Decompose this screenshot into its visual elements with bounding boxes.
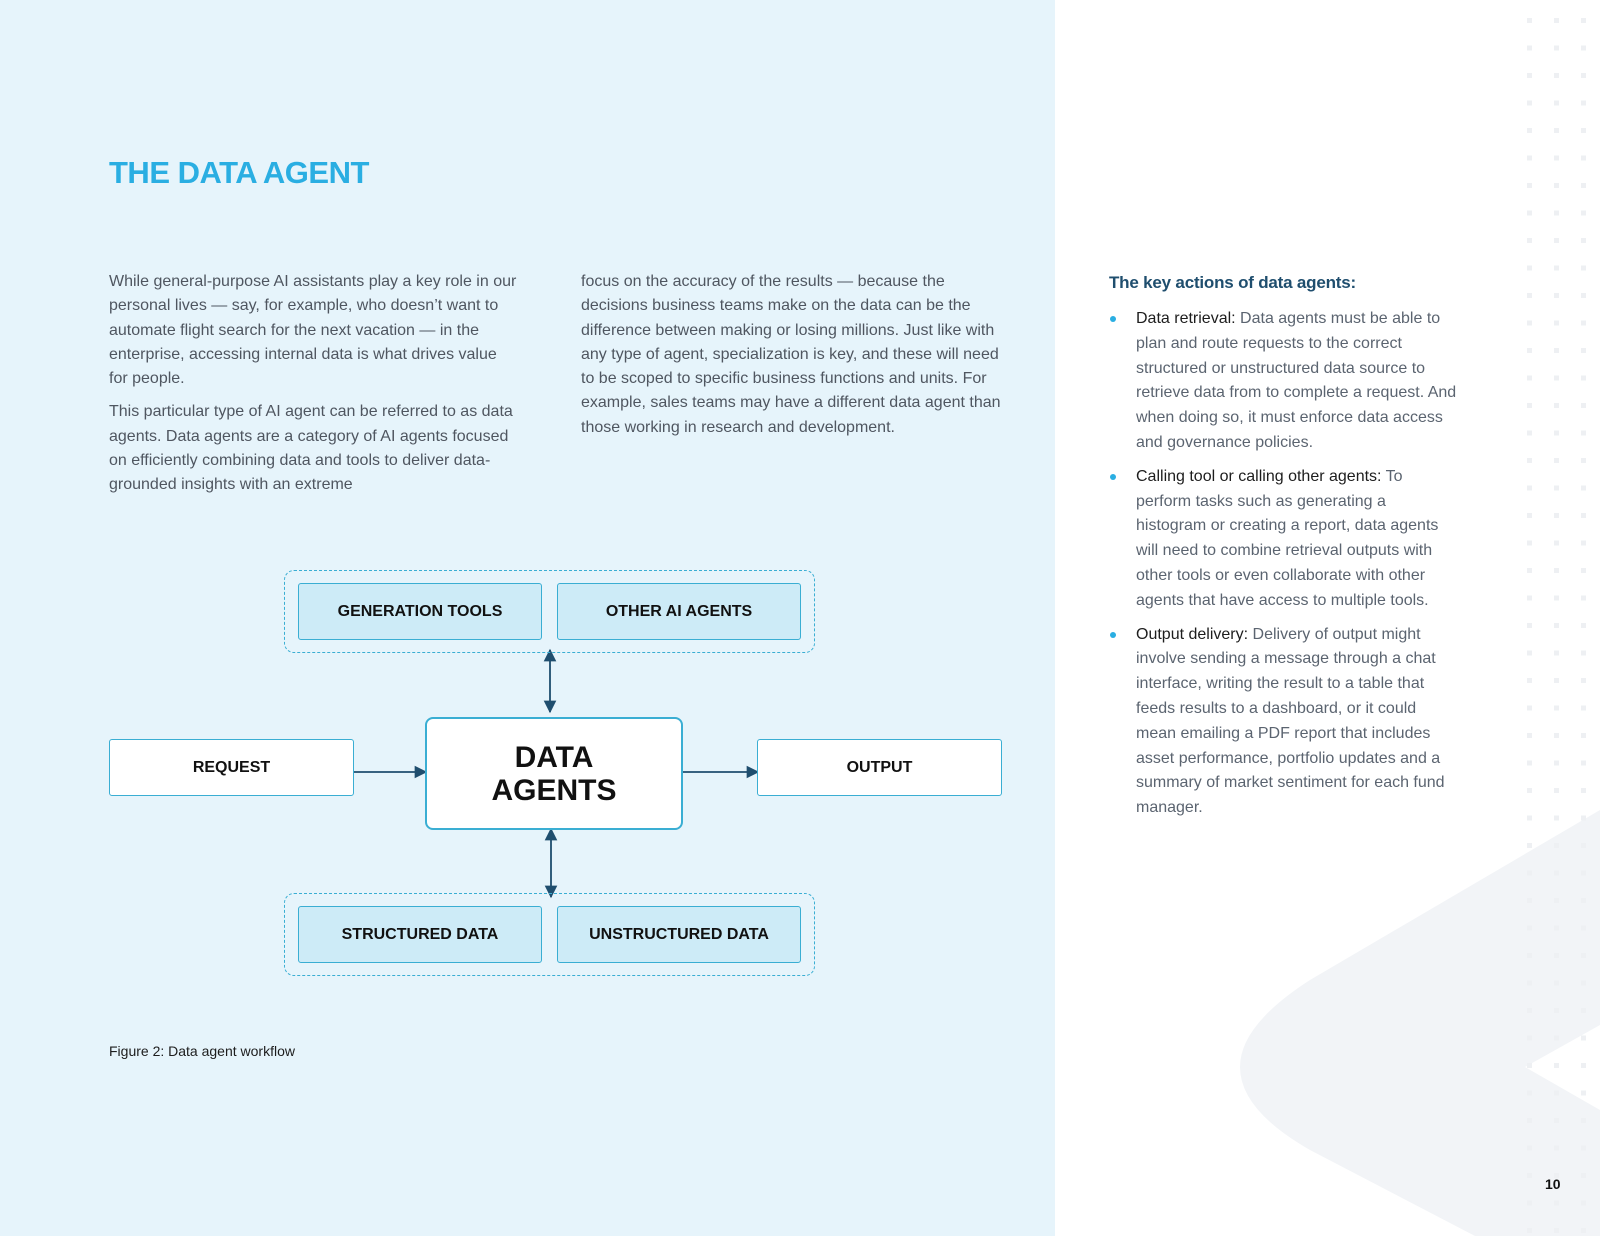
key-actions-heading: The key actions of data agents: xyxy=(1109,273,1356,292)
structured-data-box: STRUCTURED DATA xyxy=(298,906,542,963)
list-item-text: To perform tasks such as generating a histogram or creating a report, data agents will need to combine retrieval outputs with other tools or even collaborate with other agents that have access to multiple tools. xyxy=(1136,467,1439,609)
request-box: REQUEST xyxy=(109,739,354,796)
unstructured-data-box: UNSTRUCTURED DATA xyxy=(557,906,801,963)
page-number: 10 xyxy=(1545,1176,1561,1192)
dot-grid-decoration xyxy=(1500,0,1600,1236)
list-item xyxy=(1109,623,1459,821)
list-item xyxy=(1109,307,1459,456)
key-actions-list xyxy=(1109,307,1459,830)
intro-paragraph: This particular type of AI agent can be referred to as data agents. Data agents are a category of AI agents focused on efficiently combining data and tools to deliver data-grounded insights with an extreme xyxy=(109,403,513,494)
data-agents-line-1: DATA xyxy=(514,740,594,774)
output-box: OUTPUT xyxy=(757,739,1002,796)
bullet-icon xyxy=(1110,316,1116,322)
list-item-term: Output delivery: xyxy=(1136,625,1249,643)
list-item-term: Data retrieval: xyxy=(1136,310,1236,327)
page-title: THE DATA AGENT xyxy=(109,155,369,190)
bullet-icon xyxy=(1110,474,1116,480)
intro-paragraph: While general-purpose AI assistants play a key role in our personal lives — say, for example, who doesn’t want to automate flight search for the next vacation — in the enterprise, accessing internal data is what drives value for people. xyxy=(109,273,517,388)
bullet-icon xyxy=(1110,632,1116,638)
generation-tools-box: GENERATION TOOLS xyxy=(298,583,542,640)
data-agents-line-2: AGENTS xyxy=(491,773,617,807)
other-ai-agents-box: OTHER AI AGENTS xyxy=(557,583,801,640)
data-agents-box xyxy=(425,717,683,830)
list-item xyxy=(1109,465,1459,614)
figure-caption: Figure 2: Data agent workflow xyxy=(109,1043,295,1059)
intro-paragraph: focus on the accuracy of the results — because the decisions business teams make on the data can be the difference between making or losing millions. Just like with any type of agent, specialization is key, and these will need to be scoped to specific business functions and units. For example, sales teams may have a different data agent than those working in research and development. xyxy=(581,273,1001,436)
list-item-text: Data agents must be able to plan and route requests to the correct structured or unstructured data source to retrieve data from to complete a request. And when doing so, it must enforce data access and governance policies. xyxy=(1136,310,1457,451)
list-item-text: Delivery of output might involve sending a message through a chat interface, writing the result to a table that feeds results to a dashboard, or it could mean emailing a PDF report that includes asset performance, portfolio updates and a summary of market sentiment for each fund manager. xyxy=(1136,625,1445,817)
list-item-term: Calling tool or calling other agents: xyxy=(1136,467,1382,485)
